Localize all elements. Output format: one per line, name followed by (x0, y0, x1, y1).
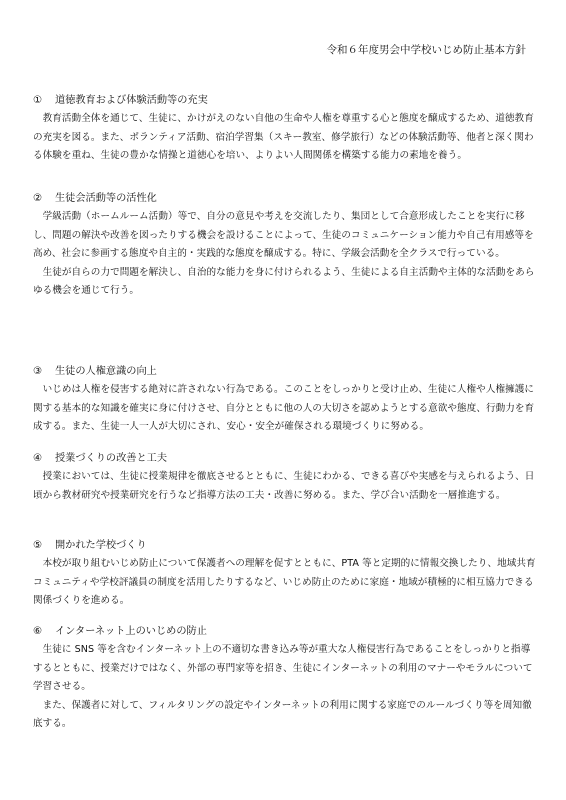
section-heading (33, 92, 538, 110)
section-student-council (33, 190, 538, 301)
section-heading (33, 623, 538, 641)
section-open-school (33, 537, 538, 611)
section-paragraph: いじめは人権を侵害する絶対に許されない行為である。このことをしっかりと受け止め、生徒に人権や人権擁護に関する基本的な知識を確実に身に付けさせ、自分とともに他の人の大切さを認めようとする意欲や態度、行動力を育成する。また、生徒一人一人が大切にされ、安心・安全が確保される環境づくりに努める。 (33, 384, 535, 432)
document-title: 令和６年度男会中学校いじめ防止基本方針 (326, 44, 526, 56)
section-number: ① (33, 95, 43, 106)
section-heading (33, 450, 538, 468)
section-heading-text: 生徒の人権意識の向上 (55, 366, 157, 377)
section-class-improvement (33, 450, 538, 505)
section-heading (33, 537, 538, 555)
section-paragraph: 教育活動全体を通じて、生徒に、かけがえのない自他の生命や人権を尊重する心と態度を醸成するため、道徳教育の充実を図る。また、ボランティア活動、宿泊学習集（スキー教室、修学旅行）などの体験活動等、他者と深く関わる体験を重ね、生徒の豊かな情操と道徳心を培い、よりよい人間関係を構築する能力の素地を養う。 (33, 113, 534, 161)
section-paragraph: 生徒が自らの力で問題を解決し、自治的な能力を身に付けられるよう、生徒による自主活動や主体的な活動をあらゆる機会を通じて行う。 (33, 266, 535, 296)
section-internet-bullying (33, 623, 538, 734)
section-paragraph: また、保護者に対して、フィルタリングの設定やインターネットの利用に関する家庭でのルールづくり等を周知徹底する。 (33, 699, 532, 729)
section-heading-text: 道徳教育および体験活動等の充実 (55, 95, 208, 106)
section-heading (33, 363, 538, 381)
section-human-rights (33, 363, 538, 437)
section-moral-education (33, 92, 538, 166)
section-heading-text: 開かれた学校づくり (55, 540, 147, 551)
section-heading-text: 生徒会活動等の活性化 (55, 193, 157, 204)
section-number: ② (33, 193, 43, 204)
section-heading-text: 授業づくりの改善と工夫 (55, 453, 168, 464)
section-number: ⑥ (33, 626, 43, 637)
section-number: ④ (33, 453, 43, 464)
section-number: ⑤ (33, 540, 43, 551)
section-heading-text: インターネット上のいじめの防止 (55, 626, 207, 637)
section-paragraph: 授業においては、生徒に授業規律を徹底させるとともに、生徒にわかる、できる喜びや実感を与えられるよう、日頃から教材研究や授業研究を行うなど指導方法の工夫・改善に努める。また、学び合い活動を一層推進する。 (33, 471, 535, 501)
section-paragraph: 本校が取り組むいじめ防止について保護者への理解を促すとともに、PTA 等と定期的に情報交換したり、地域共育コミュニティや学校評議員の制度を活用したりするなど、いじめ防止のために家庭・地域が積極的に相互協力できる関係づくりを進める。 (33, 558, 536, 606)
section-number: ③ (33, 366, 43, 377)
section-heading (33, 190, 538, 208)
section-paragraph: 生徒に SNS 等を含むインターネット上の不適切な書き込み等が重大な人権侵害行為であることをしっかりと指導するとともに、授業だけではなく、外部の専門家等を招き、生徒にインターネットの利用のマナーやモラルについて学習させる。 (33, 644, 533, 692)
section-paragraph: 学級活動（ホームルーム活動）等で、自分の意見や考えを交流したり、集団として合意形成したことを実行に移し、問題の解決や改善を図ったりする機会を設けることによって、生徒のコミュニケーション能力や自己有用感等を高め、社会に参画する態度や自主的・実践的な態度を醸成する。特に、学級会活動を全クラスで行っている。 (33, 211, 534, 259)
